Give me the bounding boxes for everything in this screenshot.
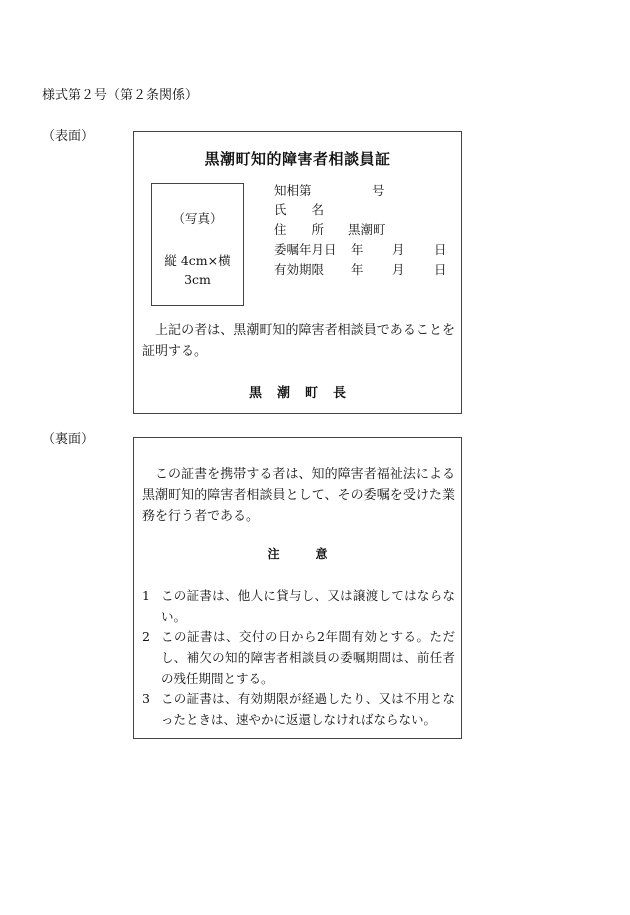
- field-number-label: 知相第: [274, 183, 312, 198]
- notice-item-number: 2: [142, 629, 150, 644]
- card-title: 黒潮町知的障害者相談員証: [204, 150, 391, 168]
- photo-placeholder: [151, 183, 244, 306]
- photo-label: （写真）: [172, 211, 223, 226]
- issuer-signature: 黒潮町長: [248, 386, 361, 401]
- front-side-label: （表面）: [42, 129, 95, 144]
- field-valid-until: [274, 260, 454, 278]
- field-appointed-month: 月: [392, 242, 405, 257]
- field-address-value: 黒潮町: [348, 222, 386, 237]
- field-number-suffix: 号: [372, 183, 385, 198]
- photo-size-line-2: 3cm: [184, 272, 211, 287]
- notice-item-text: この証書は、有効期限が経過したり、又は不用となったときは、速やかに返還しなければならない。: [161, 691, 455, 727]
- field-valid-until-day: 日: [434, 262, 447, 277]
- notice-item-number: 3: [142, 691, 150, 706]
- field-valid-until-year: 年: [351, 262, 364, 277]
- field-appointed-year: 年: [351, 242, 364, 257]
- field-appointed-date: [274, 240, 454, 258]
- notice-item-number: 1: [142, 588, 150, 603]
- field-appointed-label: 委嘱年月日: [274, 242, 337, 257]
- form-number-label: 様式第２号（第２条関係）: [42, 88, 199, 103]
- card-back-intro: この証書を携帯する者は、知的障害者福祉法による黒潮町知的障害者相談員として、その委嘱を受けた業務を行う者である。: [142, 467, 455, 524]
- notice-item: [142, 688, 455, 730]
- id-card-back: [133, 437, 462, 739]
- back-side-label: （裏面）: [42, 432, 95, 447]
- field-valid-until-month: 月: [392, 262, 405, 277]
- field-number: [274, 181, 454, 199]
- notice-item: [142, 585, 455, 627]
- field-name-label: 氏 名: [274, 202, 325, 217]
- field-appointed-day: 日: [434, 242, 447, 257]
- field-address: [274, 220, 454, 238]
- certification-statement: 上記の者は、黒潮町知的障害者相談員であることを証明する。: [142, 323, 455, 359]
- id-card-front: [133, 131, 462, 414]
- notice-item: [142, 626, 455, 689]
- notice-item-text: この証書は、他人に貸与し、又は譲渡してはならない。: [161, 588, 455, 624]
- photo-size-line-1: 縦 4cm×横: [164, 253, 231, 268]
- field-address-label: 住 所: [274, 222, 325, 237]
- notice-item-text: この証書は、交付の日から2年間有効とする。ただし、補欠の知的障害者相談員の委嘱期間は、前任者の残任期間とする。: [161, 629, 455, 686]
- field-name: [274, 200, 454, 218]
- field-valid-until-label: 有効期限: [274, 262, 325, 277]
- notice-heading: 注意: [267, 547, 364, 561]
